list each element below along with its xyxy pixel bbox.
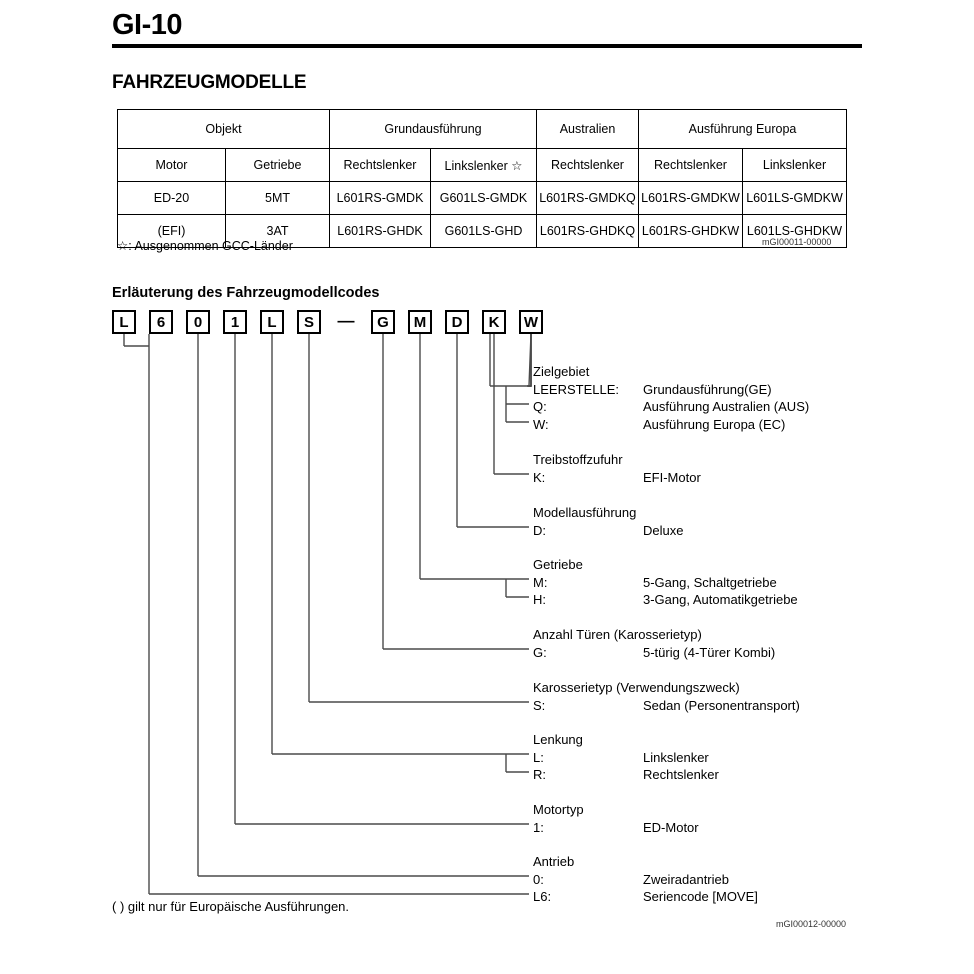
legend-title: Anzahl Türen (Karosserietyp)	[533, 627, 702, 642]
column-header-europa-linkslenker: Linkslenker	[743, 149, 847, 182]
legend-value: Zweiradantrieb	[643, 871, 729, 887]
cell-europa-rhd: L601RS-GMDKW	[639, 182, 743, 215]
column-header-motor: Motor	[118, 149, 226, 182]
code-separator-dash: —	[337, 311, 355, 330]
column-header-grund-rechtslenker: Rechtslenker	[330, 149, 431, 182]
legend-row	[533, 522, 683, 540]
cell-motor: (EFI)	[118, 215, 226, 248]
legend-value: 3-Gang, Automatikgetriebe	[643, 592, 798, 608]
table-reference-code: mGI00011-00000	[762, 237, 832, 247]
column-header-australien-rechtslenker: Rechtslenker	[537, 149, 639, 182]
column-header-grund-linkslenker: Linkslenker ☆	[431, 149, 537, 182]
legend-key: H:	[533, 592, 546, 608]
cell-australien-rhd: L601RS-GMDKQ	[537, 182, 639, 215]
legend-value: ED-Motor	[643, 819, 699, 835]
cell-grund-lhd: G601LS-GHD	[431, 215, 537, 248]
legend-key: 0:	[533, 871, 544, 887]
legend-key: S:	[533, 697, 546, 713]
legend-key: M:	[533, 574, 548, 590]
code-explanation-title: Erläuterung des Fahrzeugmodellcodes	[112, 285, 380, 301]
legend-key: R:	[533, 767, 546, 783]
legend-title: Motortyp	[533, 802, 584, 817]
legend-row	[533, 591, 798, 609]
legend-row	[533, 888, 758, 906]
legend-key: L6:	[533, 889, 552, 905]
legend-group-anzahl-tueren	[533, 626, 775, 661]
code-char-box-6: S	[297, 310, 321, 334]
legend-title: Zielgebiet	[533, 364, 590, 379]
legend-value: 5-türig (4-Türer Kombi)	[643, 644, 776, 660]
table-column-header-row	[118, 149, 847, 182]
legend-row	[533, 381, 809, 399]
legend-title: Treibstoffzufuhr	[533, 452, 623, 467]
cell-getriebe: 3AT	[226, 215, 330, 248]
legend-title: Lenkung	[533, 732, 583, 747]
legend-row	[533, 469, 701, 487]
group-header-objekt: Objekt	[118, 110, 330, 149]
column-header-getriebe: Getriebe	[226, 149, 330, 182]
legend-key: 1:	[533, 819, 544, 835]
legend-row	[533, 398, 809, 416]
table-footnote: ☆: Ausgenommen GCC-Länder	[117, 239, 293, 253]
code-char-box-5: L	[260, 310, 284, 334]
legend-row	[533, 574, 798, 592]
vehicle-models-table	[117, 109, 847, 248]
legend-title: Karosserietyp (Verwendungszweck)	[533, 680, 740, 695]
cell-europa-lhd: L601LS-GMDKW	[743, 182, 847, 215]
legend-value: Grundausführung(GE)	[643, 381, 772, 397]
code-char-box-10: K	[482, 310, 506, 334]
legend-key: K:	[533, 469, 546, 485]
cell-europa-rhd: L601RS-GHDKW	[639, 215, 743, 248]
footer-reference-code: mGI00012-00000	[776, 919, 847, 929]
cell-grund-rhd: L601RS-GMDK	[330, 182, 431, 215]
cell-motor: ED-20	[118, 182, 226, 215]
legend-group-karosserietyp	[533, 679, 800, 714]
legend-value: EFI-Motor	[643, 469, 701, 485]
group-header-australien: Australien	[537, 110, 639, 149]
legend-group-antrieb	[533, 853, 758, 906]
legend-key: G:	[533, 644, 547, 660]
legend-row	[533, 416, 809, 434]
footer-note: ( ) gilt nur für Europäische Ausführungen.	[112, 899, 350, 914]
legend-key: D:	[533, 522, 546, 538]
legend-title: Antrieb	[533, 854, 575, 869]
cell-australien-rhd: L601RS-GHDKQ	[537, 215, 639, 248]
group-header-grundausfuehrung: Grundausführung	[330, 110, 537, 149]
legend-group-getriebe	[533, 556, 798, 609]
legend-group-zielgebiet	[533, 363, 809, 433]
legend-row	[533, 749, 719, 767]
legend-group-lenkung	[533, 731, 719, 784]
legend-key: L:	[533, 749, 544, 765]
section-title: FAHRZEUGMODELLE	[112, 72, 307, 93]
legend-value: Rechtslenker	[643, 767, 719, 783]
legend-key: Q:	[533, 399, 547, 415]
legend-key: LEERSTELLE:	[533, 381, 619, 397]
legend-row	[533, 766, 719, 784]
column-header-europa-rechtslenker: Rechtslenker	[639, 149, 743, 182]
legend-group-motortyp	[533, 801, 699, 836]
code-char-box-1: L	[112, 310, 136, 334]
code-char-box-4: 1	[223, 310, 247, 334]
legend-row	[533, 819, 699, 837]
code-char-box-9: D	[445, 310, 469, 334]
legend-value: Seriencode [MOVE]	[643, 889, 758, 905]
legend-value: Sedan (Personentransport)	[643, 697, 800, 713]
legend-value: Deluxe	[643, 522, 684, 538]
legend-value: Linkslenker	[643, 749, 709, 765]
code-char-box-11: W	[519, 310, 543, 334]
legend-group-modellausfuehrung	[533, 504, 683, 539]
page-code: GI-10	[112, 9, 183, 41]
legend-row	[533, 871, 758, 889]
legend-value: 5-Gang, Schaltgetriebe	[643, 574, 777, 590]
legend-row	[533, 697, 800, 715]
legend-row	[533, 644, 775, 662]
legend-value: Ausführung Europa (EC)	[643, 416, 786, 432]
cell-europa-lhd: L601LS-GHDKW	[743, 215, 847, 248]
code-char-box-3: 0	[186, 310, 210, 334]
cell-grund-lhd: G601LS-GMDK	[431, 182, 537, 215]
legend-value: Ausführung Australien (AUS)	[643, 399, 810, 415]
legend-title: Getriebe	[533, 557, 583, 572]
group-header-ausfuehrung-europa: Ausführung Europa	[639, 110, 847, 149]
legend-group-treibstoffzufuhr	[533, 451, 701, 486]
page-header	[112, 10, 862, 48]
table-row	[118, 182, 847, 215]
legend-key: W:	[533, 416, 549, 432]
cell-grund-rhd: L601RS-GHDK	[330, 215, 431, 248]
cell-getriebe: 5MT	[226, 182, 330, 215]
code-char-box-8: M	[408, 310, 432, 334]
code-char-box-2: 6	[149, 310, 173, 334]
table-group-header-row	[118, 110, 847, 149]
code-char-box-7: G	[371, 310, 395, 334]
header-rule	[112, 44, 862, 48]
legend-title: Modellausführung	[533, 505, 637, 520]
